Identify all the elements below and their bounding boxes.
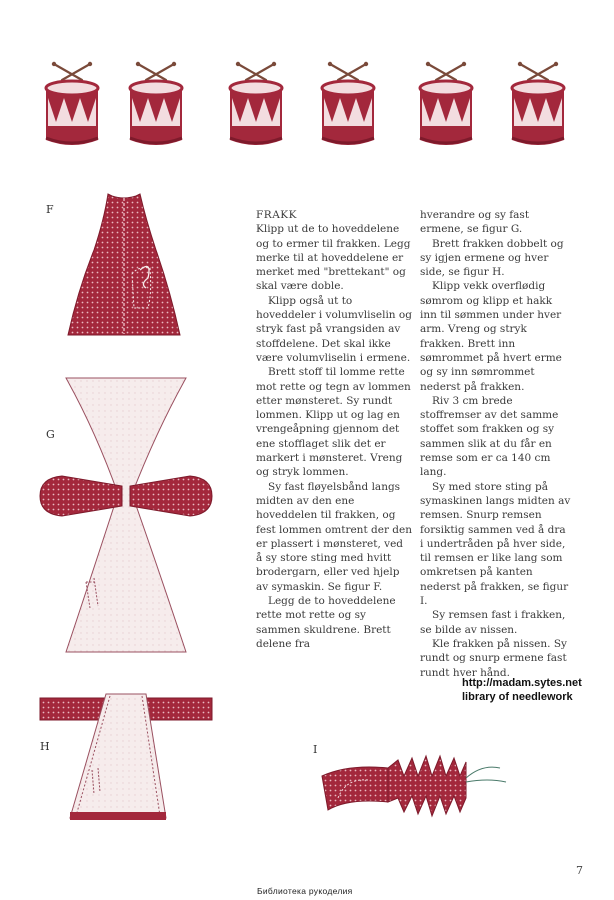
figure-label-i: I xyxy=(313,743,318,756)
paragraph: hverandre og sy fast ermene, se figur G. xyxy=(420,209,530,236)
paragraph: Klipp ut de to hoveddelene og to ermer til frakken. Legg merke til at hoveddelene er merket med "brettekant" og skal være doble. xyxy=(256,223,411,293)
figure-label-f: F xyxy=(46,203,54,216)
paragraph: Klipp også ut to hoveddeler i volumvliselin og stryk fast på vrangsiden av stoffdelene. Det skal ikke være volumvliselin i ermene. xyxy=(256,294,412,364)
section-heading: FRAKK xyxy=(256,209,297,221)
text-column-left xyxy=(256,208,412,651)
watermark-library: library of needlework xyxy=(462,691,573,703)
figure-h-illustration xyxy=(36,690,216,830)
drum-icon xyxy=(124,58,188,150)
paragraph: Sy fast fløyelsbånd langs midten av den ene hoveddelen til frakken, og fest lommen omtrent der den er plassert i mønsteret, ved å sy store sting med hvitt brodergarn, eller ved hjelp av symaskin. Se figur F. xyxy=(256,480,412,593)
figure-label-g: G xyxy=(46,428,55,441)
figure-label-h: H xyxy=(40,740,50,753)
paragraph: Brett stoff til lomme rette mot rette og tegn av lommen etter mønsteret. Sy rundt lommen. Klipp ut og lag en vrengeåpning gjennom det ene stofflaget slik det er markert i mønsteret. Vreng og stryk lommen. xyxy=(256,366,411,479)
drum-icon xyxy=(224,58,288,150)
drum-icon xyxy=(414,58,478,150)
paragraph: Kle frakken på nissen. Sy rundt og snurp ermene fast rundt hver hånd. xyxy=(420,637,567,679)
drum-icon xyxy=(316,58,380,150)
figure-f-illustration xyxy=(60,190,200,340)
drum-icon xyxy=(40,58,104,150)
paragraph: Brett frakken dobbelt og sy igjen ermene og hver side, se figur H. xyxy=(420,237,564,279)
text-column-right xyxy=(420,208,572,680)
paragraph: Riv 3 cm brede stoffremser av det samme stoffet som frakken og sy sammen slik at du får en remse som er ca 140 cm lang. xyxy=(420,394,559,479)
paragraph: Legg de to hoveddelene rette mot rette og sy sammen skuldrene. Brett delene fra xyxy=(256,595,396,650)
watermark xyxy=(462,676,582,704)
figure-g-illustration xyxy=(36,372,216,662)
paragraph: Klipp vekk overflødig sømrom og klipp et hakk inn til sømmen under hver arm. Vreng og stryk frakken. Brett inn sømrommet på hvert erme og sy inn sømrommet nederst på frakken. xyxy=(420,280,562,393)
figure-i-illustration xyxy=(318,738,518,828)
footer-caption: Библиотека рукоделия xyxy=(257,886,353,896)
drum-icon xyxy=(506,58,570,150)
paragraph: Sy med store sting på symaskinen langs midten av remsen. Snurp remsen forsiktig sammen ved å dra i undertråden på hver side, til remsen er like lang som omkretsen på kanten nederst på frakken, se figur I. xyxy=(420,480,571,608)
paragraph: Sy remsen fast i frakken, se bilde av nissen. xyxy=(420,609,566,636)
watermark-url[interactable]: http://madam.sytes.net xyxy=(462,677,582,689)
page-number: 7 xyxy=(576,864,583,877)
